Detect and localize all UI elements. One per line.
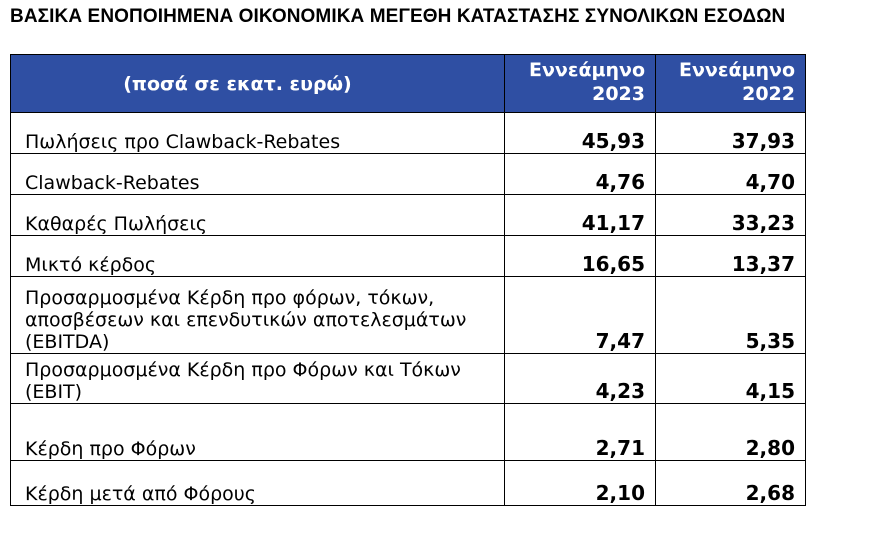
value-2022: 4,15 <box>656 354 806 404</box>
column-header-2023-line2: 2023 <box>592 83 645 105</box>
value-2022: 37,93 <box>656 113 806 154</box>
row-label: Μικτό κέρδος <box>11 236 505 277</box>
value-2023: 2,10 <box>505 461 656 506</box>
column-header-2022-line1: Εννεάμηνο <box>679 59 795 81</box>
column-header-2022-line2: 2022 <box>742 83 795 105</box>
row-label: Clawback-Rebates <box>11 154 505 195</box>
value-2022: 5,35 <box>656 277 806 354</box>
value-2023: 41,17 <box>505 195 656 236</box>
row-label-line: (EBIT) <box>25 381 83 403</box>
value-2023: 2,71 <box>505 404 656 461</box>
value-2022: 2,80 <box>656 404 806 461</box>
table-row <box>11 461 806 506</box>
row-label <box>11 277 505 354</box>
value-2023: 7,47 <box>505 277 656 354</box>
value-2022: 2,68 <box>656 461 806 506</box>
row-label-line: Προσαρμοσμένα Κέρδη προ φόρων, τόκων, <box>25 287 435 309</box>
financial-results-table <box>10 54 806 506</box>
row-label: Πωλήσεις προ Clawback-Rebates <box>11 113 505 154</box>
row-label: Κέρδη μετά από Φόρους <box>11 461 505 506</box>
table-row <box>11 354 806 404</box>
row-label-line: αποσβέσεων και επενδυτικών αποτελεσμάτων <box>25 309 467 331</box>
value-2023: 4,76 <box>505 154 656 195</box>
value-2023: 4,23 <box>505 354 656 404</box>
column-header-2022 <box>656 55 806 113</box>
table-row <box>11 277 806 354</box>
row-label-line: Προσαρμοσμένα Κέρδη προ Φόρων και Τόκων <box>25 359 461 381</box>
row-label <box>11 354 505 404</box>
table-row <box>11 404 806 461</box>
row-label-line: (EBITDA) <box>25 331 110 353</box>
column-header-2023-line1: Εννεάμηνο <box>529 59 645 81</box>
value-2023: 45,93 <box>505 113 656 154</box>
value-2022: 33,23 <box>656 195 806 236</box>
row-label: Καθαρές Πωλήσεις <box>11 195 505 236</box>
value-2023: 16,65 <box>505 236 656 277</box>
row-label: Κέρδη προ Φόρων <box>11 404 505 461</box>
column-header-2023 <box>505 55 656 113</box>
units-header: (ποσά σε εκατ. ευρώ) <box>11 55 505 113</box>
page-title: ΒΑΣΙΚΑ ΕΝΟΠΟΙΗΜΕΝΑ ΟΙΚΟΝΟΜΙΚΑ ΜΕΓΕΘΗ ΚΑΤΑΣΤΑΣΗΣ ΣΥΝΟΛΙΚΩΝ ΕΣΟΔΩΝ <box>10 6 786 27</box>
table-row <box>11 195 806 236</box>
table-row <box>11 154 806 195</box>
table-header-row <box>11 55 806 113</box>
table-row <box>11 236 806 277</box>
table-row <box>11 113 806 154</box>
value-2022: 13,37 <box>656 236 806 277</box>
value-2022: 4,70 <box>656 154 806 195</box>
